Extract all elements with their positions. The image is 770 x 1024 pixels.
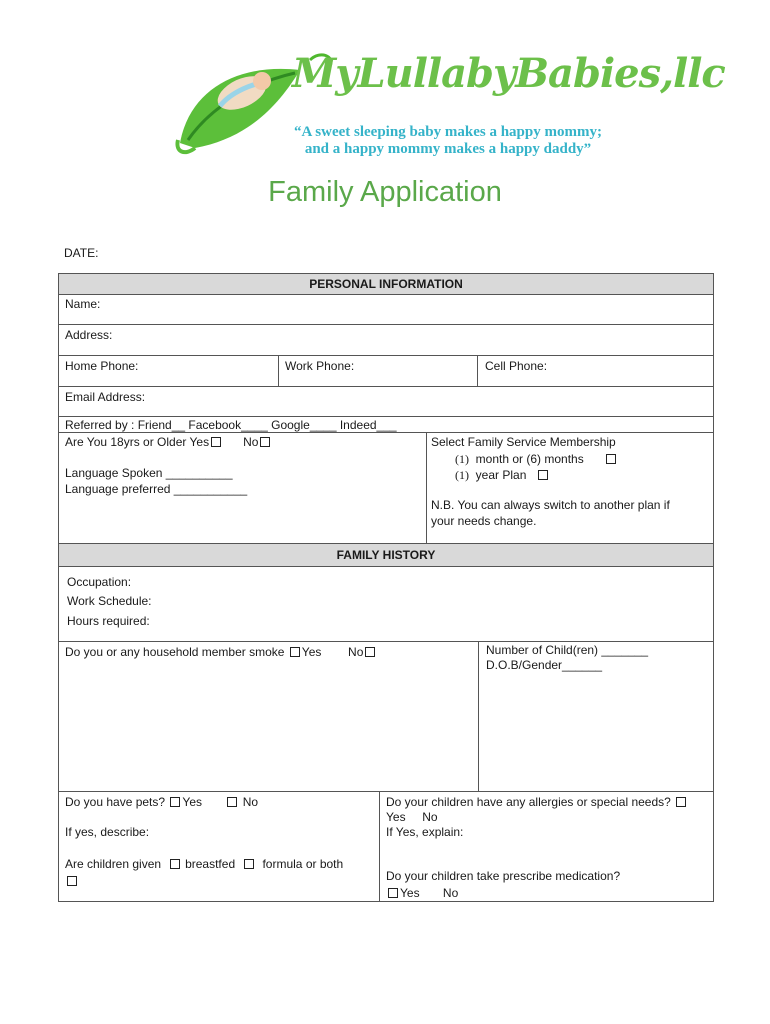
brand-name: MyLullabyBabies,llc xyxy=(292,50,725,97)
occupation-row xyxy=(58,566,714,641)
membership-monthly-checkbox[interactable] xyxy=(606,454,616,464)
membership-note-line-2: your needs change. xyxy=(431,514,537,528)
breastfed-checkbox[interactable] xyxy=(170,859,180,869)
age-yes-checkbox[interactable] xyxy=(211,437,221,447)
age-question: Are You 18yrs or Older Yes No xyxy=(65,435,272,449)
age-language-membership-row xyxy=(58,432,714,543)
family-history-title: FAMILY HISTORY xyxy=(336,548,436,562)
smoke-question: Do you or any household member smoke Yes No xyxy=(65,645,377,659)
smoke-no-checkbox[interactable] xyxy=(365,647,375,657)
feeding-question: Are children given breastfed formula or both xyxy=(65,857,344,871)
pets-question: Do you have pets? Yes No xyxy=(65,795,259,809)
dob-gender-label[interactable]: D.O.B/Gender______ xyxy=(486,658,603,672)
page-title: Family Application xyxy=(268,176,502,208)
date-label[interactable]: DATE: xyxy=(64,246,99,260)
pets-allergies-row xyxy=(58,791,714,902)
formula-checkbox[interactable] xyxy=(244,859,254,869)
feeding-both-checkbox-wrap xyxy=(65,874,79,888)
work-phone-label[interactable]: Work Phone: xyxy=(285,359,355,373)
email-label: Email Address: xyxy=(65,390,146,404)
application-form xyxy=(58,273,714,902)
referred-row[interactable] xyxy=(58,416,714,432)
phones-row xyxy=(58,355,714,386)
pets-yes-checkbox[interactable] xyxy=(170,797,180,807)
allergies-yes-no: Yes No xyxy=(386,810,438,824)
pets-no-checkbox[interactable] xyxy=(227,797,237,807)
name-label: Name: xyxy=(65,297,101,311)
cell-phone-label[interactable]: Cell Phone: xyxy=(485,359,548,373)
language-spoken-label[interactable]: Language Spoken __________ xyxy=(65,466,233,480)
address-row[interactable] xyxy=(58,324,714,355)
email-row[interactable] xyxy=(58,386,714,416)
medication-yes-no: Yes No xyxy=(386,886,458,900)
smoke-yes-checkbox[interactable] xyxy=(290,647,300,657)
brand-tagline xyxy=(268,124,628,158)
personal-info-title: PERSONAL INFORMATION xyxy=(309,277,463,291)
age-no-checkbox[interactable] xyxy=(260,437,270,447)
work-schedule-label[interactable]: Work Schedule: xyxy=(67,594,152,608)
allergies-yes-checkbox[interactable] xyxy=(676,797,686,807)
pets-describe-label[interactable]: If yes, describe: xyxy=(65,825,150,839)
membership-note-line-1: N.B. You can always switch to another plan if xyxy=(431,498,670,512)
membership-option-monthly: (1) month or (6) months xyxy=(455,452,618,467)
hours-required-label[interactable]: Hours required: xyxy=(67,614,150,628)
membership-yearly-checkbox[interactable] xyxy=(538,470,548,480)
membership-option-yearly: (1) year Plan xyxy=(455,468,550,483)
occupation-label[interactable]: Occupation: xyxy=(67,575,132,589)
tagline-line-2: and a happy mommy makes a happy daddy” xyxy=(304,141,592,157)
name-row[interactable] xyxy=(58,294,714,324)
tagline-line-1: “A sweet sleeping baby makes a happy mommy; xyxy=(294,124,602,140)
language-preferred-label[interactable]: Language preferred ___________ xyxy=(65,482,248,496)
medication-question: Do your children take prescribe medication? xyxy=(386,869,621,883)
medication-yes-checkbox[interactable] xyxy=(388,888,398,898)
personal-info-header xyxy=(58,273,714,294)
allergies-explain-label[interactable]: If Yes, explain: xyxy=(386,825,464,839)
home-phone-label[interactable]: Home Phone: xyxy=(65,359,139,373)
address-label: Address: xyxy=(65,328,113,342)
children-count-label[interactable]: Number of Child(ren) _______ xyxy=(486,643,649,657)
family-history-header xyxy=(58,543,714,566)
both-checkbox[interactable] xyxy=(67,876,77,886)
referred-label: Referred by : Friend__ Facebook____ Google____ Indeed___ xyxy=(65,418,397,432)
membership-label: Select Family Service Membership xyxy=(431,435,616,449)
smoke-children-row xyxy=(58,641,714,791)
allergies-question: Do your children have any allergies or special needs? xyxy=(386,795,688,809)
